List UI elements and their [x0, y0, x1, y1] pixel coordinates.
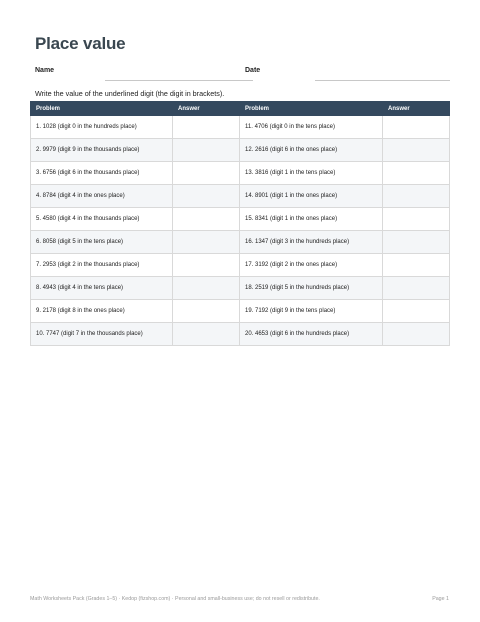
table-row [31, 139, 450, 162]
name-field [35, 67, 255, 83]
table-row [31, 162, 450, 185]
problem-cell: 13. 3816 (digit 1 in the tens place) [240, 162, 383, 185]
date-field [245, 67, 450, 83]
problem-cell: 8. 4943 (digit 4 in the tens place) [31, 277, 173, 300]
answer-cell[interactable] [173, 231, 240, 254]
table-row [31, 116, 450, 139]
problem-cell: 10. 7747 (digit 7 in the thousands place) [31, 323, 173, 346]
answer-cell[interactable] [173, 208, 240, 231]
page-title: Place value [35, 34, 126, 53]
problem-cell: 19. 7192 (digit 9 in the tens place) [240, 300, 383, 323]
answer-cell[interactable] [383, 277, 450, 300]
problem-cell: 20. 4653 (digit 6 in the hundreds place) [240, 323, 383, 346]
answer-cell[interactable] [383, 185, 450, 208]
name-label: Name [35, 67, 55, 74]
problem-cell: 16. 1347 (digit 3 in the hundreds place) [240, 231, 383, 254]
footer-license-text: Math Worksheets Pack (Grades 1–5) · Kedop (fizshop.com) · Personal and small-business use; do not resell or redistribute. [30, 596, 320, 602]
table-header-row [31, 102, 450, 116]
table-row [31, 185, 450, 208]
problem-cell: 4. 8784 (digit 4 in the ones place) [31, 185, 173, 208]
table-row [31, 300, 450, 323]
problem-cell: 6. 8058 (digit 5 in the tens place) [31, 231, 173, 254]
problem-cell: 14. 8901 (digit 1 in the ones place) [240, 185, 383, 208]
problem-cell: 2. 9979 (digit 9 in the thousands place) [31, 139, 173, 162]
answer-cell[interactable] [173, 162, 240, 185]
table-row [31, 231, 450, 254]
table-row [31, 208, 450, 231]
answer-cell[interactable] [173, 277, 240, 300]
answer-cell[interactable] [383, 162, 450, 185]
problem-cell: 5. 4580 (digit 4 in the thousands place) [31, 208, 173, 231]
footer-page-number: Page 1 [432, 596, 449, 602]
problem-cell: 7. 2953 (digit 2 in the thousands place) [31, 254, 173, 277]
problem-cell: 17. 3192 (digit 2 in the ones place) [240, 254, 383, 277]
problem-cell: 18. 2519 (digit 5 in the hundreds place) [240, 277, 383, 300]
answer-cell[interactable] [383, 208, 450, 231]
problem-cell: 15. 8341 (digit 1 in the ones place) [240, 208, 383, 231]
table-row [31, 254, 450, 277]
answer-cell[interactable] [173, 116, 240, 139]
answer-cell[interactable] [173, 139, 240, 162]
answer-cell[interactable] [173, 300, 240, 323]
problem-cell: 1. 1028 (digit 0 in the hundreds place) [31, 116, 173, 139]
header-answer-right: Answer [383, 102, 450, 116]
answer-cell[interactable] [173, 323, 240, 346]
instructions: Write the value of the underlined digit (the digit in brackets). [35, 89, 225, 98]
problem-cell: 3. 6756 (digit 6 in the thousands place) [31, 162, 173, 185]
problem-cell: 9. 2178 (digit 8 in the ones place) [31, 300, 173, 323]
problem-cell: 11. 4706 (digit 0 in the tens place) [240, 116, 383, 139]
date-write-line [315, 80, 450, 81]
answer-cell[interactable] [383, 300, 450, 323]
name-write-line [105, 80, 253, 81]
header-answer-left: Answer [173, 102, 240, 116]
answer-cell[interactable] [173, 254, 240, 277]
answer-cell[interactable] [383, 254, 450, 277]
worksheet-table [30, 101, 450, 346]
problem-cell: 12. 2616 (digit 6 in the ones place) [240, 139, 383, 162]
answer-cell[interactable] [383, 231, 450, 254]
table-row [31, 277, 450, 300]
answer-cell[interactable] [173, 185, 240, 208]
header-problem-left: Problem [31, 102, 173, 116]
answer-cell[interactable] [383, 139, 450, 162]
answer-cell[interactable] [383, 116, 450, 139]
header-problem-right: Problem [240, 102, 383, 116]
table-row [31, 323, 450, 346]
answer-cell[interactable] [383, 323, 450, 346]
date-label: Date [245, 67, 261, 74]
